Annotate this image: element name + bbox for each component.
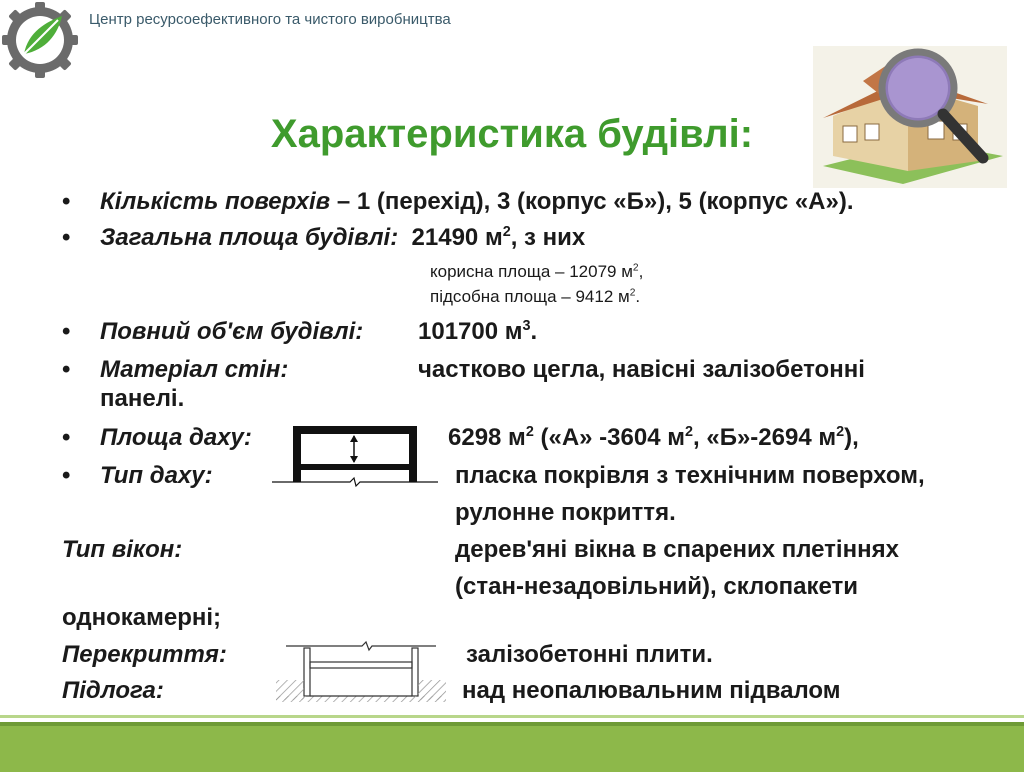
walls-label-line — [100, 356, 288, 384]
windows-label-line — [62, 536, 182, 564]
windows-label: Тип вікон: — [62, 536, 183, 563]
volume-line — [100, 318, 363, 346]
volume-sup: 3 — [522, 318, 531, 334]
roof-area-label-line — [100, 424, 252, 452]
footer-divider — [0, 715, 1024, 718]
roof-type-label-line — [100, 462, 213, 490]
ceiling-label: Перекриття: — [62, 641, 227, 668]
bullet-marker: • — [62, 424, 71, 451]
bullet-marker: • — [62, 356, 71, 383]
organization-name: Центр ресурсоефективного та чистого виробництва — [89, 11, 451, 28]
floor-label-line — [62, 677, 164, 705]
bullet-marker: • — [62, 318, 71, 345]
area-label: Загальна площа будівлі: — [100, 224, 399, 251]
windows-value-2: (стан-незадовільний), склопакети — [455, 573, 859, 600]
bullet-marker: • — [62, 224, 71, 251]
walls-value-2: панелі. — [100, 385, 185, 412]
area-line — [100, 224, 585, 252]
volume-value: 101700 м — [418, 318, 523, 345]
footer-bar — [0, 722, 1024, 772]
roof-area-label: Площа даху: — [100, 424, 252, 451]
floor-value: над неопалювальним підвалом — [462, 677, 841, 704]
walls-label: Матеріал стін: — [100, 356, 289, 383]
floor-slab-section-diagram — [276, 640, 446, 704]
area-value: 21490 м — [411, 224, 503, 251]
page-title: Характеристика будівлі: — [270, 112, 754, 156]
windows-value: дерев'яні вікна в спарених плетіннях — [455, 536, 899, 563]
organization-logo-icon — [2, 2, 78, 78]
bullet-marker: • — [62, 462, 71, 489]
floor-label: Підлога: — [62, 677, 164, 704]
useful-area: корисна площа – 12079 $м^2$, — [430, 262, 644, 281]
floors-line — [100, 188, 854, 216]
roof-type-value: пласка покрівля з технічним поверхом, — [455, 462, 925, 489]
ceiling-value: залізобетонні плити. — [466, 641, 713, 668]
volume-label: Повний об'єм будівлі: — [100, 318, 364, 345]
flat-roof-section-diagram — [272, 424, 438, 488]
ceiling-label-line — [62, 641, 227, 669]
floors-label: Кількість поверхів — [100, 188, 331, 215]
bullet-marker: • — [62, 188, 71, 215]
roof-type-label: Тип даху: — [100, 462, 213, 489]
walls-value: частково цегла, навісні залізобетонні — [418, 356, 865, 383]
roof-type-value-2: рулонне покриття. — [455, 499, 676, 526]
windows-value-3: однокамерні; — [62, 604, 222, 631]
floors-value: – 1 (перехід), 3 (корпус «Б»), 5 (корпус «А»). — [330, 188, 854, 215]
area-sup: 2 — [502, 224, 511, 240]
area-tail: , з них — [510, 224, 586, 251]
roof-area-value: 6298 $м^2$ («А» -3604 $м^2$, «Б»-2694 $м^2$), — [448, 424, 859, 451]
aux-area: підсобна площа – 9412 $м^2$. — [430, 287, 641, 306]
volume-value-line: 101700 $м^3$. — [418, 318, 538, 345]
